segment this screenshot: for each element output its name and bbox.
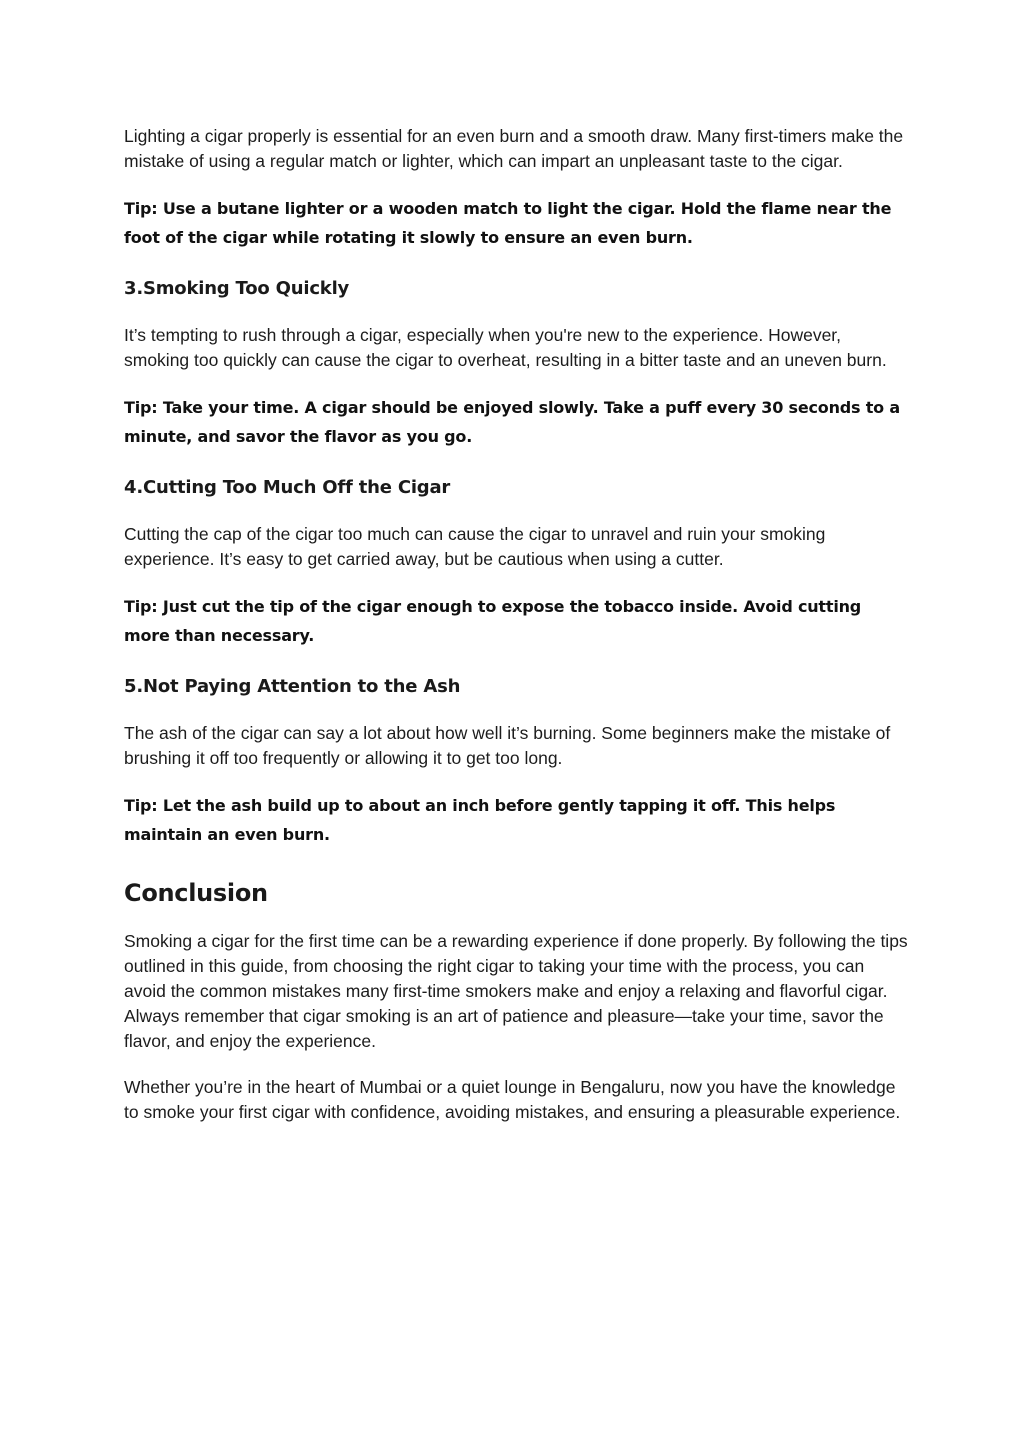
section-paragraph-cutting-too-much: Cutting the cap of the cigar too much can cause the cigar to unravel and ruin your smoking experience. It’s easy to get carried away, but be cautious when using a cutter. bbox=[124, 524, 826, 569]
conclusion-heading: Conclusion bbox=[124, 879, 268, 907]
section-tip-smoking-too-quickly: Tip: Take your time. A cigar should be enjoyed slowly. Take a puff every 30 seconds to a minute, and savor the flavor as you go. bbox=[124, 398, 900, 446]
section-tip-cutting-too-much: Tip: Just cut the tip of the cigar enough to expose the tobacco inside. Avoid cutting more than necessary. bbox=[124, 597, 862, 645]
section-heading-cutting-too-much: 4.Cutting Too Much Off the Cigar bbox=[124, 477, 451, 498]
document-page bbox=[124, 124, 909, 1125]
section-heading-ash: 5.Not Paying Attention to the Ash bbox=[124, 676, 461, 697]
intro-paragraph: Lighting a cigar properly is essential for an even burn and a smooth draw. Many first-timers make the mistake of using a regular match or lighter, which can impart an unpleasant taste to the cigar. bbox=[124, 126, 904, 171]
conclusion-paragraph-2: Whether you’re in the heart of Mumbai or a quiet lounge in Bengaluru, now you have the knowledge to smoke your first cigar with confidence, avoiding mistakes, and ensuring a pleasurable experience. bbox=[124, 1077, 901, 1122]
section-heading-smoking-too-quickly: 3.Smoking Too Quickly bbox=[124, 278, 350, 299]
conclusion-paragraph-1: Smoking a cigar for the first time can be a rewarding experience if done properly. By following the tips outlined in this guide, from choosing the right cigar to taking your time with the process, you can avoid the common mistakes many first-time smokers make and enjoy a relaxing and flavorful cigar. Always remember that cigar smoking is an art of patience and pleasure—take your time, savor the flavor, and enjoy the experience. bbox=[124, 931, 908, 1051]
section-paragraph-ash: The ash of the cigar can say a lot about how well it’s burning. Some beginners make the mistake of brushing it off too frequently or allowing it to get too long. bbox=[124, 723, 891, 768]
section-paragraph-smoking-too-quickly: It’s tempting to rush through a cigar, especially when you're new to the experience. However, smoking too quickly can cause the cigar to overheat, resulting in a bitter taste and an uneven burn. bbox=[124, 325, 887, 370]
section-tip-ash: Tip: Let the ash build up to about an inch before gently tapping it off. This helps maintain an even burn. bbox=[124, 796, 836, 844]
intro-tip: Tip: Use a butane lighter or a wooden match to light the cigar. Hold the flame near the foot of the cigar while rotating it slowly to ensure an even burn. bbox=[124, 199, 892, 247]
